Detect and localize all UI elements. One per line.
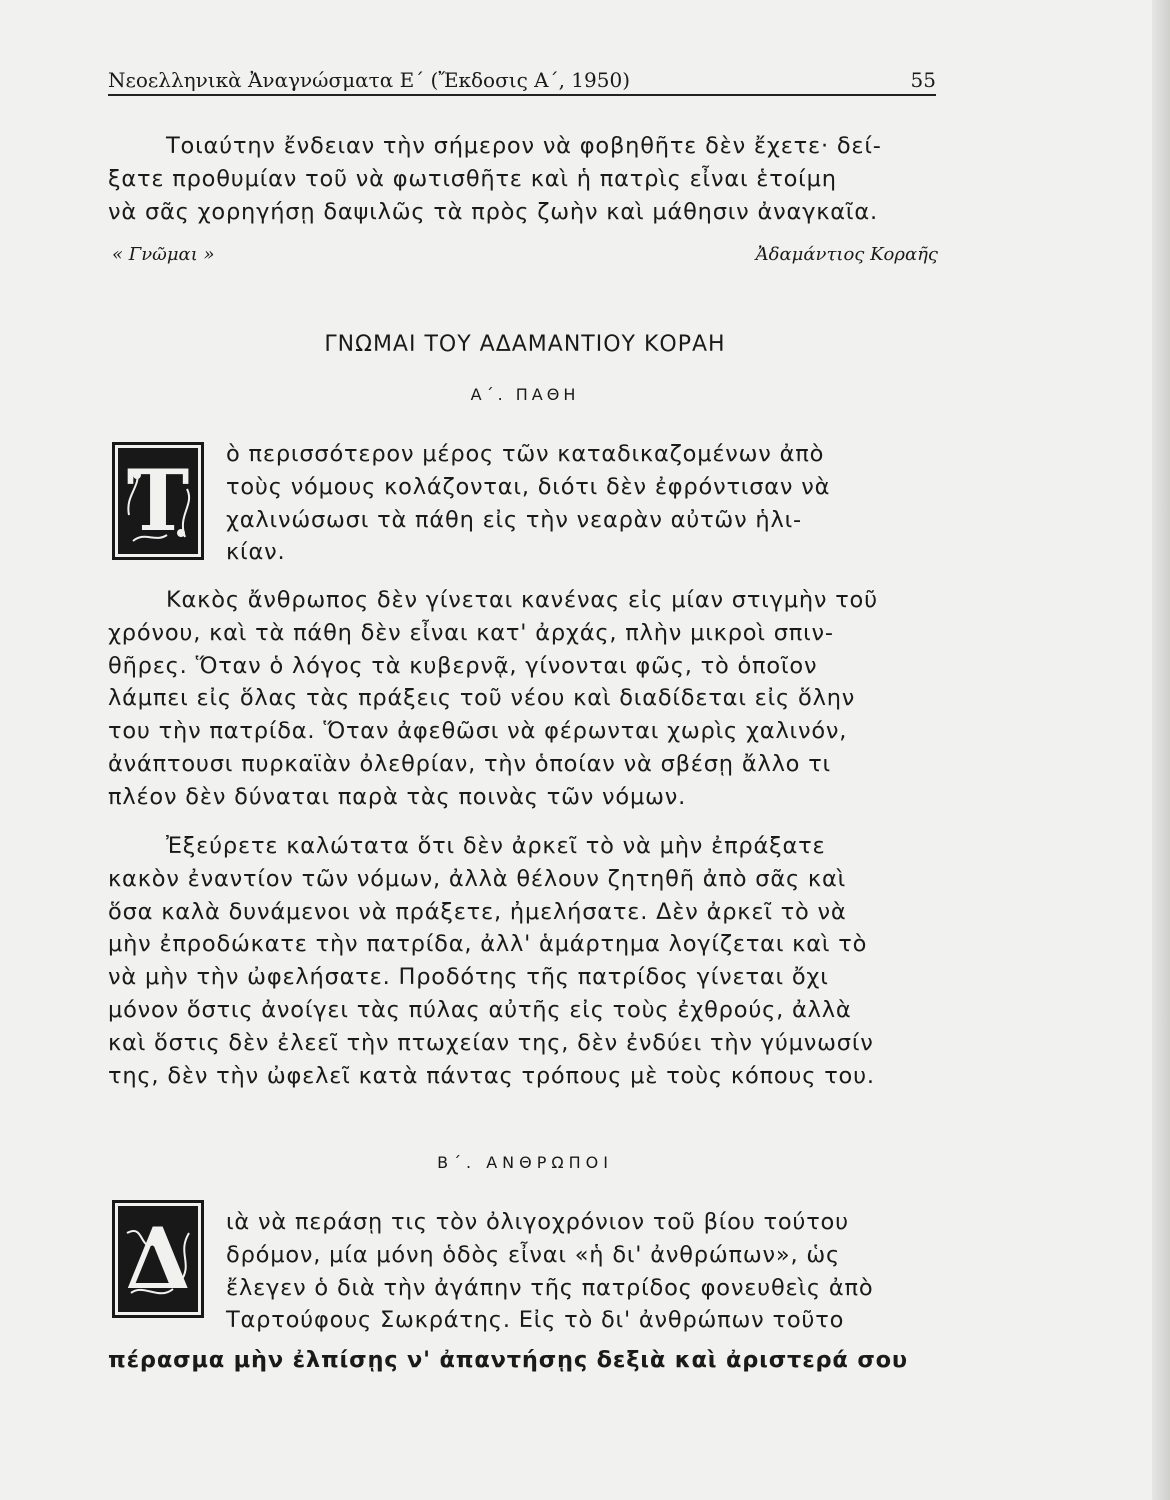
- text-line: νὰ μὴν τὴν ὠφελήσατε. Προδότης τῆς πατρίδος γίνεται ὄχι: [108, 964, 829, 991]
- intro-paragraph: [108, 130, 938, 228]
- text-line: θῆρες. Ὅταν ὁ λόγος τὰ κυβερνᾷ, γίνονται φῶς, τὸ ὁποῖον: [108, 652, 818, 679]
- text-line: δρόμον, μία μόνη ὁδὸς εἶναι «ἡ δι' ἀνθρώπων», ὡς: [226, 1241, 840, 1268]
- text-line: ιὰ νὰ περάσῃ τις τὸν ὀλιγοχρόνιον τοῦ βίου τούτου: [226, 1209, 849, 1235]
- text-line: πέρασμα μὴν ἐλπίσῃς ν' ἀπαντήσῃς δεξιὰ καὶ ἀριστερά σου: [108, 1347, 908, 1373]
- source-citation: « Γνῶμαι »: [112, 244, 215, 265]
- text-line: λάμπει εἰς ὅλας τὰς πράξεις τοῦ νέου καὶ διαδίδεται εἰς ὅλην: [108, 685, 856, 712]
- text-line: τοὺς νόμους κολάζονται, διότι δὲν ἐφρόντισαν νὰ: [226, 473, 831, 500]
- dropcap-letter: Δ: [125, 1209, 191, 1308]
- subsection-heading-a: Α΄. ΠΑΘΗ: [470, 385, 580, 404]
- text-line: χαλινώσωσι τὰ πάθη εἰς τὴν νεαρὰν αὐτῶν ἡλι-: [226, 506, 802, 533]
- page-number: 55: [910, 68, 936, 92]
- running-head: [108, 68, 936, 96]
- text-line: καὶ ὅστις δὲν ἐλεεῖ τὴν πτωχείαν της, δὲν ἐνδύει τὴν γύμνωσίν: [108, 1029, 874, 1056]
- text-line: ὸ περισσότερον μέρος τῶν καταδικαζομένων ἀπὸ: [226, 441, 825, 467]
- subsection-heading-b: Β΄. ΑΝΘΡΩΠΟΙ: [437, 1153, 613, 1172]
- text-line: ξατε προθυμίαν τοῦ νὰ φωτισθῆτε καὶ ἡ πατρὶς εἶναι ἑτοίμη: [108, 165, 837, 192]
- page-edge: [1152, 0, 1170, 1500]
- text-line: χρόνου, καὶ τὰ πάθη δὲν εἶναι κατ' ἀρχάς, πλὴν μικροὶ σπιν-: [108, 619, 834, 646]
- dropcap-ornament-b: [112, 1200, 204, 1318]
- author-name: Ἀδαμάντιος Κοραῆς: [755, 244, 938, 265]
- last-line: [108, 1344, 938, 1377]
- text-line: Κακὸς ἄνθρωπος δὲν γίνεται κανένας εἰς μίαν στιγμὴν τοῦ: [166, 587, 878, 613]
- text-line: Ἐξεύρετε καλώτατα ὅτι δὲν ἀρκεῖ τὸ νὰ μὴν ἐπράξατε: [166, 833, 826, 859]
- text-line: ὅσα καλὰ δυνάμενοι νὰ πράξετε, ἠμελήσατε. Δὲν ἀρκεῖ τὸ νὰ: [108, 898, 847, 925]
- text-line: κίαν.: [226, 539, 286, 565]
- text-line: ἔλεγεν ὁ διὰ τὴν ἀγάπην τῆς πατρίδος φονευθεὶς ἀπὸ: [226, 1274, 874, 1301]
- drop-paragraph-a: [226, 438, 938, 536]
- text-line: μόνον ὅστις ἀνοίγει τὰς πύλας αὐτῆς εἰς τοὺς ἐχθρούς, ἀλλὰ: [108, 996, 852, 1023]
- text-line: Ταρτούφους Σωκράτης. Εἰς τὸ δι' ἀνθρώπων τοῦτο: [226, 1307, 845, 1334]
- dropcap-letter: Τ: [126, 451, 190, 550]
- section-title: ΓΝΩΜΑΙ ΤΟΥ ΑΔΑΜΑΝΤΙΟΥ ΚΟΡΑΗ: [324, 332, 726, 357]
- drop-paragraph-a-end: [226, 536, 938, 569]
- text-line: Τοιαύτην ἔνδειαν τὴν σήμερον νὰ φοβηθῆτε δὲν ἔχετε· δεί-: [166, 133, 882, 159]
- drop-paragraph-b: [226, 1206, 938, 1337]
- paragraph-2: [108, 584, 938, 814]
- paragraph-3: [108, 830, 938, 1092]
- dropcap-ornament-a: [112, 442, 204, 560]
- text-line: μὴν ἐπροδώκατε τὴν πατρίδα, ἀλλ' ἁμάρτημα λογίζεται καὶ τὸ: [108, 931, 868, 958]
- text-line: του τὴν πατρίδα. Ὅταν ἀφεθῶσι νὰ φέρωνται χωρὶς χαλινόν,: [108, 718, 848, 745]
- text-line: της, δὲν τὴν ὠφελεῖ κατὰ πάντας τρόπους μὲ τοὺς κόπους του.: [108, 1062, 875, 1089]
- text-line: κακὸν ἐναντίον τῶν νόμων, ἀλλὰ θέλουν ζητηθῆ ἀπὸ σᾶς καὶ: [108, 865, 847, 892]
- book-title: Νεοελληνικὰ Ἀναγνώσματα Ε΄ (Ἔκδοσις Α΄, 1950): [108, 68, 630, 92]
- text-line: νὰ σᾶς χορηγήσῃ δαψιλῶς τὰ πρὸς ζωὴν καὶ μάθησιν ἀναγκαῖα.: [108, 198, 878, 225]
- text-line: ἀνάπτουσι πυρκαϊὰν ὀλεθρίαν, τὴν ὁποίαν νὰ σβέσῃ ἄλλο τι: [108, 750, 831, 777]
- text-line: πλέον δὲν δύναται παρὰ τὰς ποινὰς τῶν νόμων.: [108, 783, 687, 810]
